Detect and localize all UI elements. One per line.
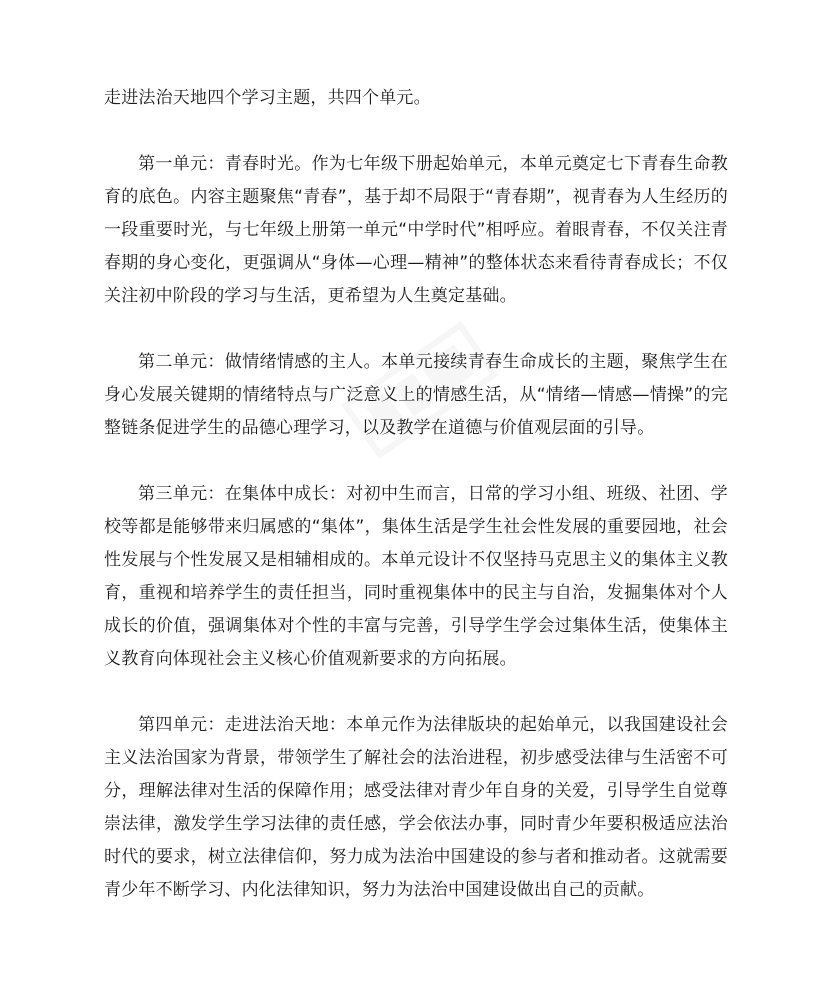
paragraph-unit-1: 第一单元：青春时光。作为七年级下册起始单元，本单元奠定七下青春生命教育的底色。内容主题聚焦“青春”，基于却不局限于“青春期”，视青春为人生经历的一段重要时光，与七年级上册第一单元“中学时代”相呼应。着眼青春，不仅关注青春期的身心变化，更强调从“身体—心理—精神”的整体状态来看待青春成长；不仅关注初中阶段的学习与生活，更希望为人生奠定基础。: [104, 154, 728, 306]
paragraph-unit-3: 第三单元：在集体中成长：对初中生而言，日常的学习小组、班级、社团、学校等都是能够带来归属感的“集体”，集体生活是学生社会性发展的重要园地，社会性发展与个性发展又是相辅相成的。本单元设计不仅坚持马克思主义的集体主义教育，重视和培养学生的责任担当，同时重视集体中的民主与自治，发掘集体对个人成长的价值，强调集体对个性的丰富与完善，引导学生学会过集体生活，使集体主义教育向体现社会主义核心价值观新要求的方向拓展。: [104, 484, 728, 669]
paragraph-unit-4: 第四单元：走进法治天地：本单元作为法律版块的起始单元，以我国建设社会主义法治国家为背景，带领学生了解社会的法治进程，初步感受法律与生活密不可分，理解法律对生活的保障作用；感受法律对青少年自身的关爱，引导学生自觉尊崇法律，激发学生学习法律的责任感，学会依法办事，同时青少年要积极适应法治时代的要求，树立法律信仰，努力成为法治中国建设的参与者和推动者。这就需要青少年不断学习、内化法律知识，努力为法治中国建设做出自己的贡献。: [104, 715, 728, 900]
paragraph-unit-2: 第二单元：做情绪情感的主人。本单元接续青春生命成长的主题，聚焦学生在身心发展关键期的情绪特点与广泛意义上的情感生活，从“情绪—情感—情操”的完整链条促进学生的品德心理学习，以及教学在道德与价值观层面的引导。: [104, 352, 728, 438]
document-page: [104, 82, 728, 907]
intro-line: 走进法治天地四个学习主题，共四个单元。: [104, 88, 431, 108]
